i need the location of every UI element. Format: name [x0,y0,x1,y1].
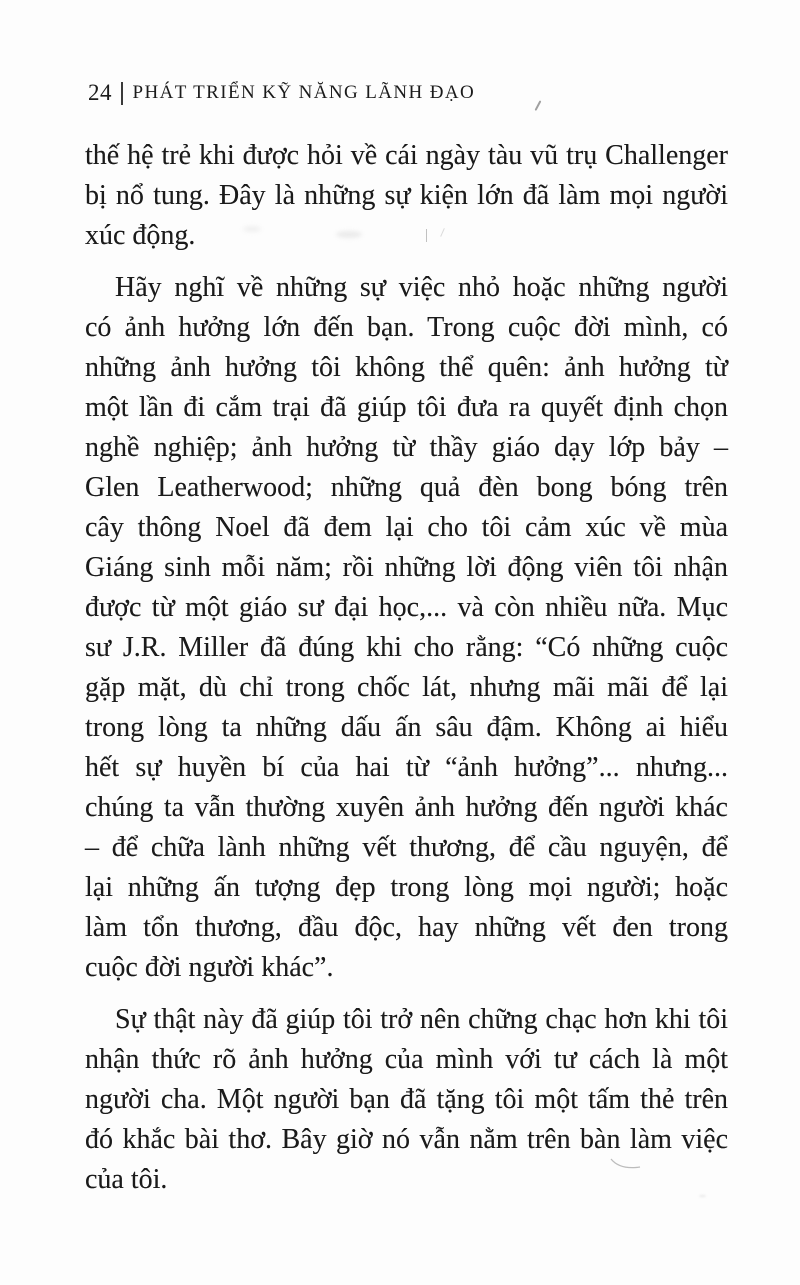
text-line: một lần đi cắm trại đã giúp tôi đưa ra quyết định chọn [85,392,728,423]
text-line: có ảnh hưởng lớn đến bạn. Trong cuộc đời mình, có [85,312,728,343]
text-line: cây thông Noel đã đem lại cho tôi cảm xúc về mùa [85,512,728,543]
text-line: đó khắc bài thơ. Bây giờ nó vẫn nằm trên bàn làm việc [85,1124,728,1155]
text-line: của tôi. [85,1164,168,1195]
text-line: xúc động. [85,220,196,251]
text-line: Hãy nghĩ về những sự việc nhỏ hoặc những người [115,272,728,303]
running-title: PHÁT TRIỂN KỸ NĂNG LÃNH ĐẠO [132,82,476,103]
text-line: chúng ta vẫn thường xuyên ảnh hưởng đến người khác [85,792,728,823]
page-header [88,80,475,106]
text-line: gặp mặt, dù chỉ trong chốc lát, nhưng mãi mãi để lại [85,672,728,703]
text-line: những ảnh hưởng tôi không thể quên: ảnh hưởng từ [85,352,728,383]
text-line: sư J.R. Miller đã đúng khi cho rằng: “Có những cuộc [85,632,728,663]
text-line: thế hệ trẻ khi được hỏi về cái ngày tàu vũ trụ Challenger [85,140,728,171]
text-line: cuộc đời người khác”. [85,952,334,983]
text-line: Glen Leatherwood; những quả đèn bong bóng trên [85,472,728,503]
text-line: hết sự huyền bí của hai từ “ảnh hưởng”... nhưng... [85,752,728,783]
text-line: trong lòng ta những dấu ấn sâu đậm. Không ai hiểu [85,712,728,743]
text-line: – để chữa lành những vết thương, để cầu nguyện, để [85,832,728,863]
text-line: bị nổ tung. Đây là những sự kiện lớn đã làm mọi người [85,180,728,211]
text-line: nghề nghiệp; ảnh hưởng từ thầy giáo dạy lớp bảy – [85,432,728,463]
paragraph [85,136,728,256]
paragraph [85,268,728,988]
scan-artifact-tick [535,100,542,110]
text-line: Sự thật này đã giúp tôi trở nên chững chạc hơn khi tôi [115,1004,728,1035]
page-body [85,136,728,1200]
text-line: nhận thức rõ ảnh hưởng của mình với tư cách là một [85,1044,728,1075]
text-line: lại những ấn tượng đẹp trong lòng mọi người; hoặc [85,872,728,903]
page-number: 24 [88,80,112,105]
text-line: làm tổn thương, đầu độc, hay những vết đen trong [85,912,728,943]
text-line: người cha. Một người bạn đã tặng tôi một tấm thẻ trên [85,1084,728,1115]
header-divider [121,82,123,105]
text-line: được từ một giáo sư đại học,... và còn nhiều nữa. Mục [85,592,728,623]
paragraph [85,1000,728,1200]
text-line: Giáng sinh mỗi năm; rồi những lời động viên tôi nhận [85,552,728,583]
